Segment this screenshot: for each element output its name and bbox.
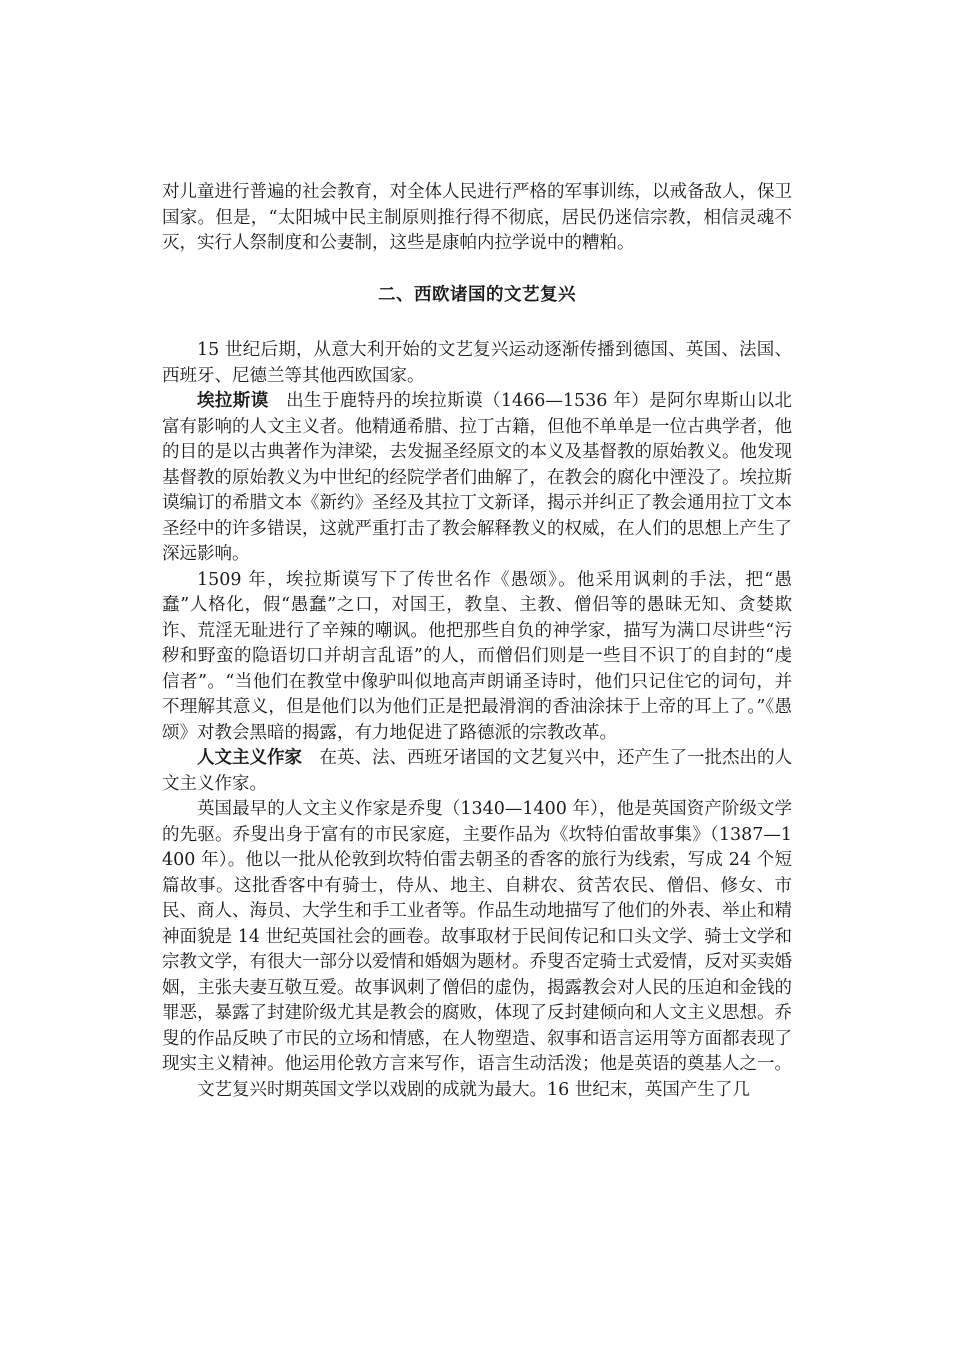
paragraph-humanist-writers xyxy=(162,746,792,797)
intro-paragraph: 对儿童进行普遍的社会教育，对全体人民进行严格的军事训练，以戒备敌人，保卫国家。但是，“太阳城中民主制原则推行得不彻底，居民仍迷信宗教，相信灵魂不灭，实行人祭制度和公妻制，这些是康帕内拉学说中的糟粕。 xyxy=(162,182,792,253)
paragraph-spread: 15 世纪后期，从意大利开始的文艺复兴运动逐渐传播到德国、英国、法国、西班牙、尼德兰等其他西欧国家。 xyxy=(162,340,792,386)
paragraph-chaucer: 英国最早的人文主义作家是乔叟（1340—1400 年），他是英国资产阶级文学的先驱。乔叟出身于富有的市民家庭，主要作品为《坎特伯雷故事集》（1387—1400 年）。他以一批从伦敦到坎特伯雷去朝圣的香客的旅行为线索，写成 24 个短篇故事。这批香客中有骑士，侍从、地主、自耕农、贫苦农民、僧侣、修女、市民、商人、海员、大学生和手工业者等。作品生动地描写了他们的外表、举止和精神面貌是 14 世纪英国社会的画卷。故事取材于民间传记和口头文学、骑士文学和宗教文学，有很大一部分以爱情和婚姻为题材。乔叟否定骑士式爱情，反对买卖婚姻，主张夫妻互敬互爱。故事讽刺了僧侣的虚伪，揭露教会对人民的压迫和金钱的罪恶，暴露了封建阶级尤其是教会的腐败，体现了反封建倾向和人文主义思想。乔叟的作品反映了市民的立场和情感，在人物塑造、叙事和语言运用等方面都表现了现实主义精神。他运用伦敦方言来写作，语言生动活泼；他是英语的奠基人之一。 xyxy=(162,799,792,1074)
term-erasmus: 埃拉斯谟 xyxy=(197,391,269,411)
section-heading: 二、西欧诸国的文艺复兴 xyxy=(378,284,576,305)
erasmus-text: 出生于鹿特丹的埃拉斯谟（1466—1536 年）是阿尔卑斯山以北富有影响的人文主义者。他精通希腊、拉丁古籍，但他不单单是一位古典学者，他的目的是以古典著作为津梁，去发掘圣经原文的本义及基督教的原始教义。他发现基督教的原始教义为中世纪的经院学者们曲解了，在教会的腐化中湮没了。埃拉斯谟编订的希腊文本《新约》圣经及其拉丁文新译，揭示并纠正了教会通用拉丁文本圣经中的许多错误，这就严重打击了教会解释教义的权威，在人们的思想上产生了深远影响。 xyxy=(162,391,792,564)
document-page xyxy=(162,180,792,1103)
paragraph-praise-of-folly: 1509 年，埃拉斯谟写下了传世名作《愚颂》。他采用讽刺的手法，把“愚蠢”人格化，假“愚蠢”之口，对国王，教皇、主教、僧侣等的愚昧无知、贪婪欺诈、荒淫无耻进行了辛辣的嘲讽。他把那些自负的神学家，描写为满口尽讲些“污秽和野蛮的隐语切口并胡言乱语”的人，而僧侣们则是一些目不识丁的自封的“虔信者”。“当他们在教堂中像驴叫似地高声朗诵圣诗时，他们只记住它的词句，并不理解其意义，但是他们以为他们正是把最滑润的香油涂抹于上帝的耳上了。”《愚颂》对教会黑暗的揭露，有力地促进了路德派的宗教改革。 xyxy=(162,569,792,743)
paragraph-erasmus xyxy=(162,389,792,568)
humanist-writers-text: 在英、法、西班牙诸国的文艺复兴中，还产生了一批杰出的人文主义作家。 xyxy=(162,748,792,794)
term-humanist-writers: 人文主义作家 xyxy=(197,748,302,768)
paragraph-drama: 文艺复兴时期英国文学以戏剧的成就为最大。16 世纪末，英国产生了几 xyxy=(197,1079,750,1100)
